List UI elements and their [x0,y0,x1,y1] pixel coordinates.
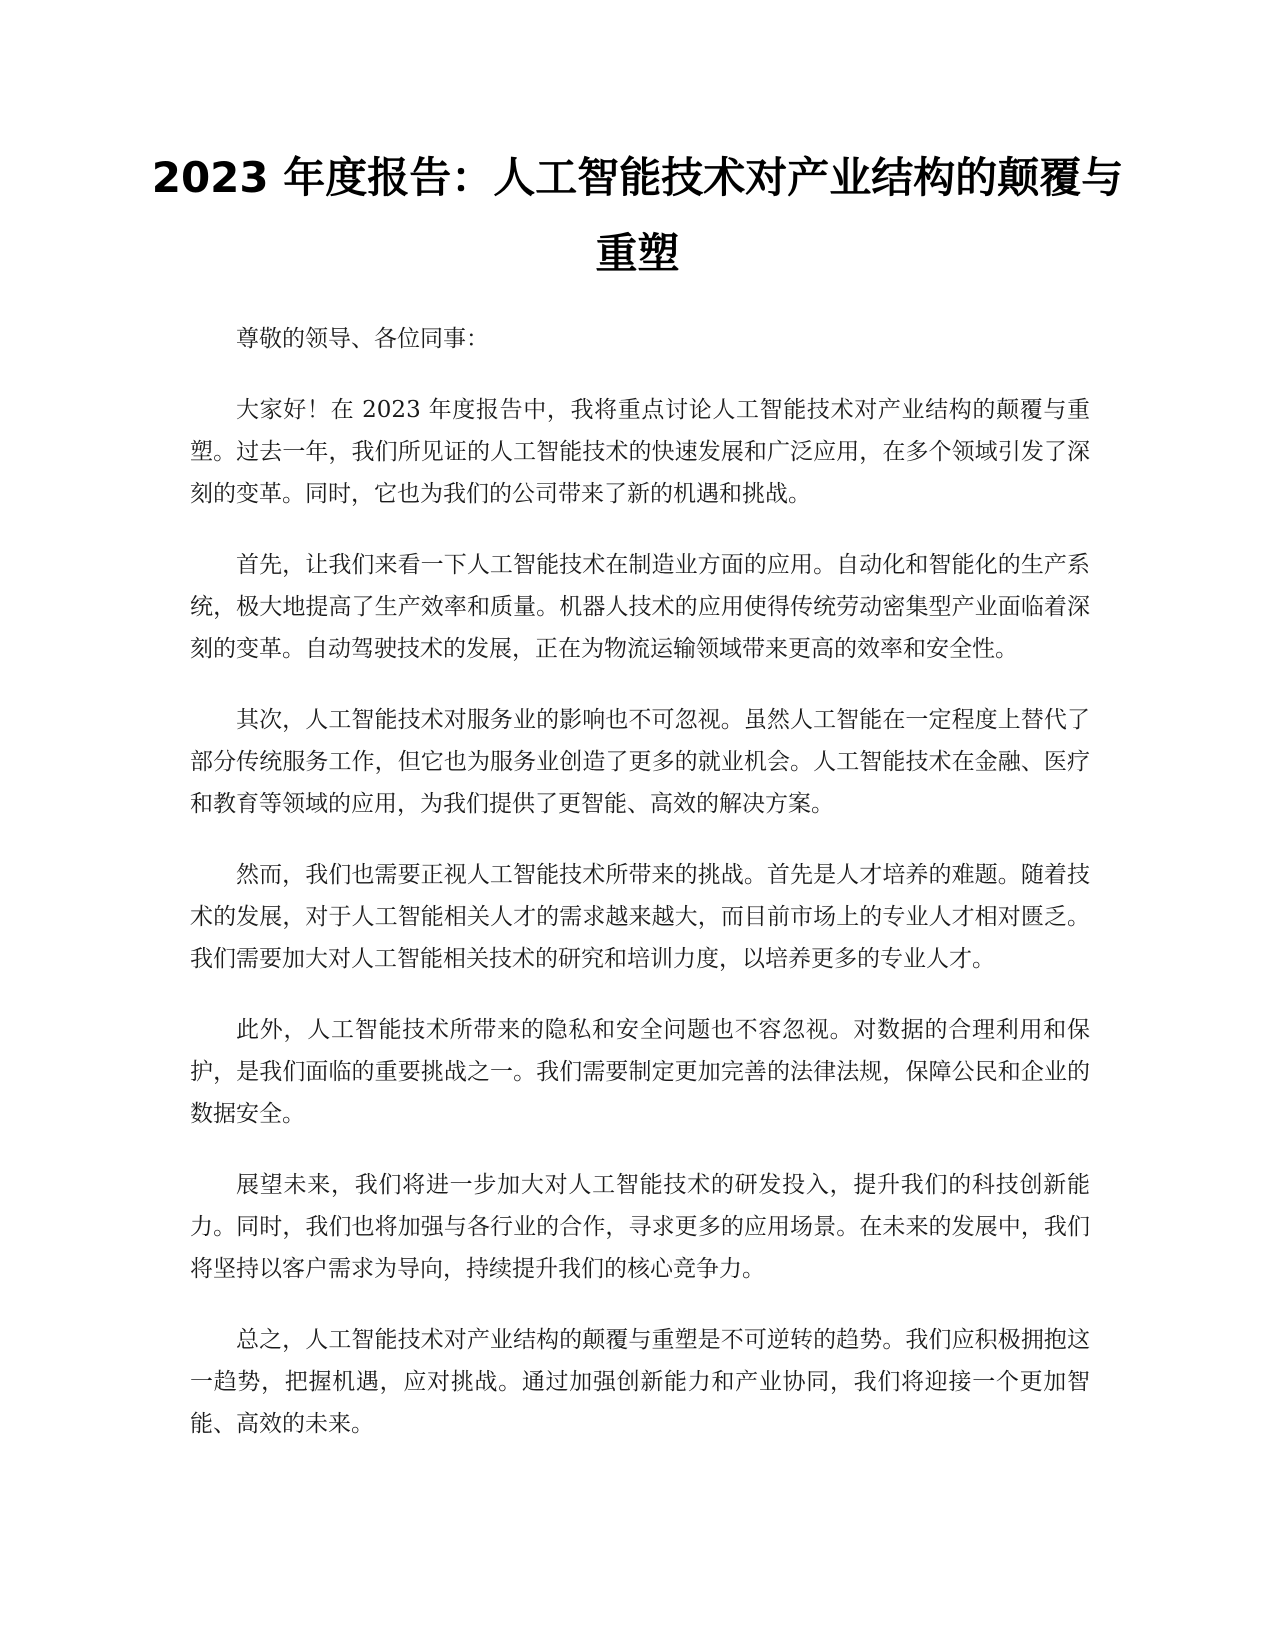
paragraph-salutation: 尊敬的领导、各位同事： [236,326,489,352]
paragraph-talent-challenge: 然而，我们也需要正视人工智能技术所带来的挑战。首先是人才培养的难题。随着技术的发展，对于人工智能相关人才的需求越来越大，而目前市场上的专业人才相对匮乏。我们需要加大对人工智能相关技术的研究和培训力度，以培养更多的专业人才。 [190,862,1090,972]
document-body [190,318,1090,1474]
paragraph-conclusion: 总之，人工智能技术对产业结构的颠覆与重塑是不可逆转的趋势。我们应积极拥抱这一趋势，把握机遇，应对挑战。通过加强创新能力和产业协同，我们将迎接一个更加智能、高效的未来。 [190,1327,1090,1437]
paragraph-manufacturing: 首先，让我们来看一下人工智能技术在制造业方面的应用。自动化和智能化的生产系统，极大地提高了生产效率和质量。机器人技术的应用使得传统劳动密集型产业面临着深刻的变革。自动驾驶技术的发展，正在为物流运输领域带来更高的效率和安全性。 [190,552,1090,662]
paragraph-privacy-security: 此外，人工智能技术所带来的隐私和安全问题也不容忽视。对数据的合理利用和保护，是我们面临的重要挑战之一。我们需要制定更加完善的法律法规，保障公民和企业的数据安全。 [190,1017,1090,1127]
paragraph-services: 其次，人工智能技术对服务业的影响也不可忽视。虽然人工智能在一定程度上替代了部分传统服务工作，但它也为服务业创造了更多的就业机会。人工智能技术在金融、医疗和教育等领域的应用，为我们提供了更智能、高效的解决方案。 [190,707,1090,817]
paragraph-intro: 大家好！在 2023 年度报告中，我将重点讨论人工智能技术对产业结构的颠覆与重塑。过去一年，我们所见证的人工智能技术的快速发展和广泛应用，在多个领域引发了深刻的变革。同时，它也为我们的公司带来了新的机遇和挑战。 [190,397,1090,507]
paragraph-outlook: 展望未来，我们将进一步加大对人工智能技术的研发投入，提升我们的科技创新能力。同时，我们也将加强与各行业的合作，寻求更多的应用场景。在未来的发展中，我们将坚持以客户需求为导向，持续提升我们的核心竞争力。 [190,1172,1090,1282]
document-title: 2023 年度报告：人工智能技术对产业结构的颠覆与重塑 [151,153,1124,278]
